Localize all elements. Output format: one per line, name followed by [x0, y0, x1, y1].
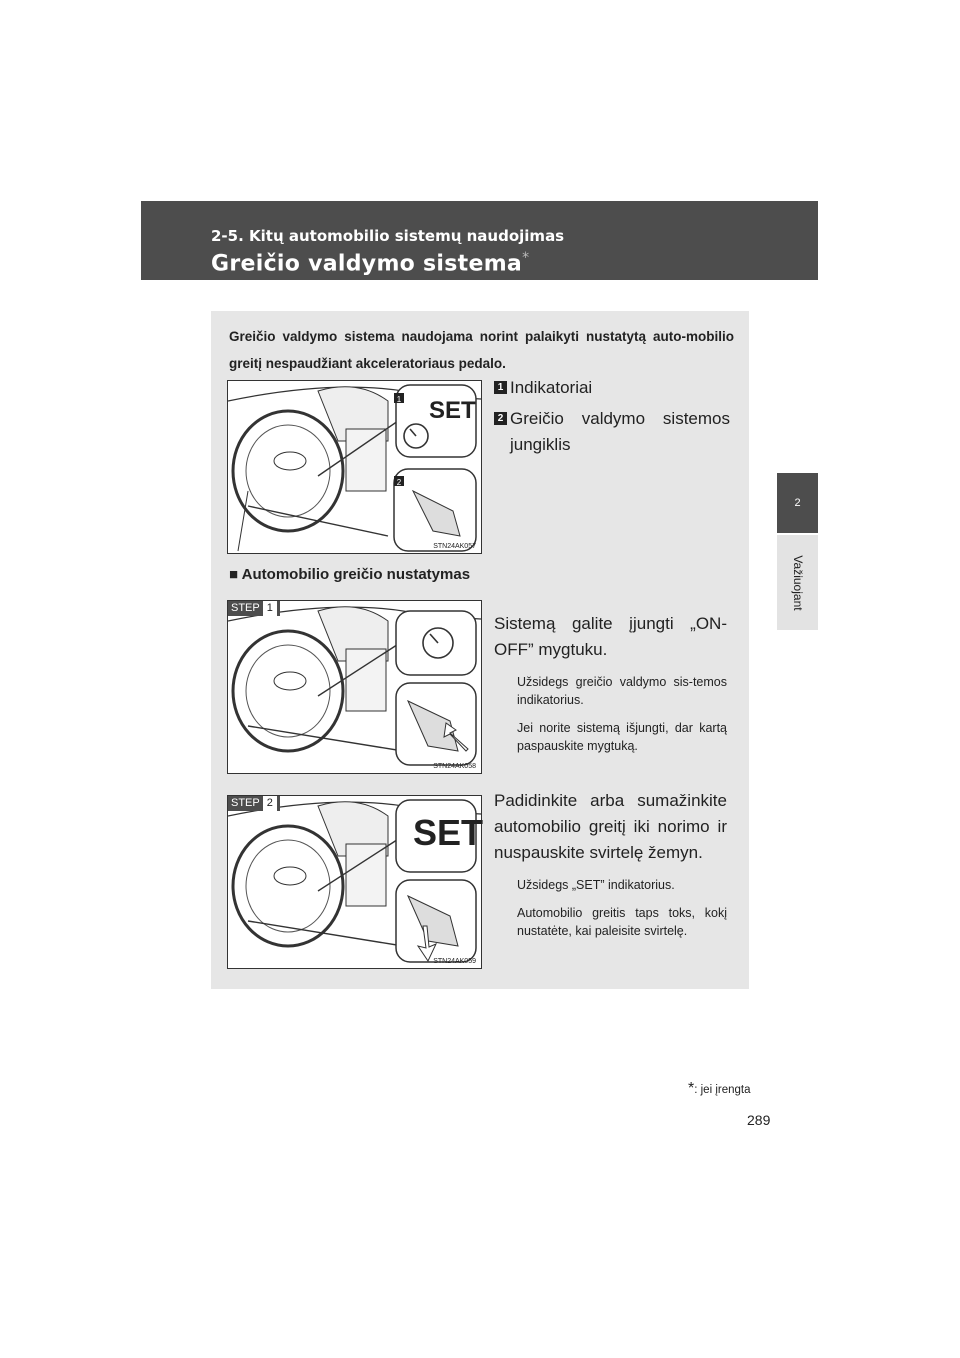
footnote: [688, 1080, 751, 1098]
figure-overview: [227, 380, 482, 554]
step-main-text: Padidinkite arba sumažinkite automobilio greitį iki norimo ir nuspauskite svirtelę žemyn.: [494, 791, 727, 862]
step-label: STEP: [231, 797, 260, 809]
badge-2: 2: [494, 412, 507, 425]
svg-text:2: 2: [396, 478, 402, 487]
step-main-text: Sistemą galite įjungti „ON-OFF” mygtuku.: [494, 614, 727, 659]
chapter-label: Važiuojant: [790, 554, 805, 611]
step-note: Užsidegs „SET” indikatorius.: [517, 878, 675, 892]
step-1-text: [494, 611, 727, 755]
legend-item: [494, 406, 730, 458]
step-tag: [228, 601, 280, 616]
figure-code: STN24AK059: [433, 958, 476, 965]
page-number: 289: [747, 1112, 771, 1128]
header-band: [141, 201, 818, 280]
figure-code: STN24AK058: [433, 763, 476, 770]
subheading: ■ Automobilio greičio nustatymas: [229, 566, 471, 583]
figure-legend: [494, 375, 730, 463]
step-tag: [228, 796, 280, 811]
legend-text: Greičio valdymo sistemos jungiklis: [510, 409, 730, 454]
svg-text:1: 1: [396, 395, 402, 404]
step-number: 1: [263, 601, 277, 616]
step-2-text: [494, 788, 727, 940]
title-text: Greičio valdymo sistema: [211, 251, 523, 277]
footnote-asterisk: *: [688, 1080, 695, 1097]
dashboard-illustration: [228, 601, 481, 773]
title-asterisk: *: [522, 250, 530, 266]
section-label: 2-5. Kitų automobilio sistemų naudojimas: [211, 227, 565, 245]
legend-text: Indikatoriai: [510, 378, 593, 397]
page-title: [211, 250, 529, 276]
badge-1: 1: [494, 381, 507, 394]
legend-item: [494, 375, 730, 401]
chapter-number: 2: [777, 473, 818, 533]
chapter-tab: [777, 535, 818, 630]
set-indicator-label: SET: [429, 397, 476, 424]
step-note: Užsidegs greičio valdymo sis-temos indikatorius.: [517, 675, 727, 707]
step-number: 2: [263, 796, 277, 811]
figure-code: STN24AK057: [433, 543, 476, 550]
intro-text: Greičio valdymo sistema naudojama norint palaikyti nustatytą auto-mobilio greitį nespaudžiant akceleratoriaus pedalo.: [229, 329, 734, 371]
figure-step-2: [227, 795, 482, 969]
step-note: Jei norite sistemą išjungti, dar kartą paspauskite mygtuką.: [517, 721, 727, 753]
content-box: [211, 311, 749, 989]
figure-step-1: [227, 600, 482, 774]
step-label: STEP: [231, 602, 260, 614]
set-indicator-label: SET: [413, 812, 484, 853]
footnote-text: : jei įrengta: [694, 1084, 751, 1096]
step-note: Automobilio greitis taps toks, kokį nustatėte, kai paleisite svirtelę.: [517, 906, 727, 938]
